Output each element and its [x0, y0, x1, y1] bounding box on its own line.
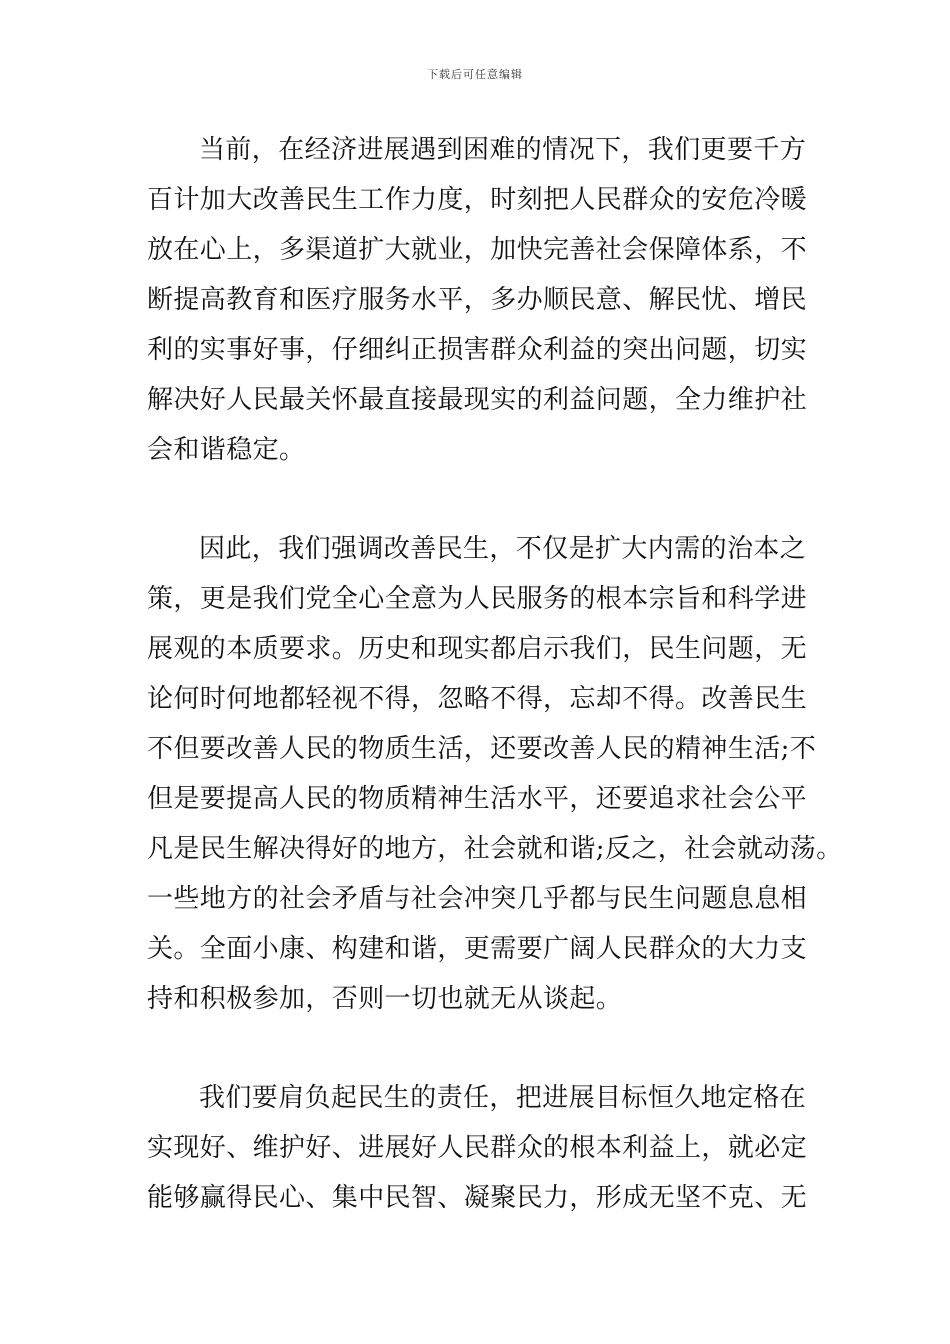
text-line: 利的实事好事，仔细纠正损害群众利益的突出问题，切实	[147, 335, 808, 365]
text-line: 当前，在经济进展遇到困难的情况下，我们更要千方	[199, 135, 807, 165]
text-line: 放在心上，多渠道扩大就业，加快完善社会保障体系，不	[147, 235, 808, 265]
text-line: 但是要提高人民的物质精神生活水平，还要追求社会公平	[147, 784, 808, 814]
page-header: 下载后可任意编辑	[427, 68, 523, 81]
text-line: 策，更是我们党全心全意为人民服务的根本宗旨和科学进	[147, 584, 808, 614]
paragraph-3	[147, 1073, 812, 1223]
text-line: 因此，我们强调改善民生，不仅是扩大内需的治本之	[199, 534, 807, 564]
text-line: 展观的本质要求。历史和现实都启示我们，民生问题，无	[147, 634, 808, 664]
text-line: 断提高教育和医疗服务水平，多办顺民意、解民忧、增民	[147, 285, 808, 315]
text-line: 我们要肩负起民生的责任，把进展目标恒久地定格在	[199, 1083, 807, 1113]
text-line: 会和谐稳定。	[147, 435, 306, 465]
text-line: 能够赢得民心、集中民智、凝聚民力，形成无坚不克、无	[147, 1183, 808, 1213]
text-line: 百计加大改善民生工作力度，时刻把人民群众的安危冷暖	[147, 185, 808, 215]
text-line: 一些地方的社会矛盾与社会冲突几乎都与民生问题息息相	[147, 884, 808, 914]
paragraph-2	[147, 524, 843, 1024]
text-line: 持和积极参加，否则一切也就无从谈起。	[147, 984, 623, 1014]
paragraph-1	[147, 125, 812, 475]
text-line: 解决好人民最关怀最直接最现实的利益问题，全力维护社	[147, 385, 808, 415]
text-line: 关。全面小康、构建和谐，更需要广阔人民群众的大力支	[147, 934, 808, 964]
text-line: 不但要改善人民的物质生活，还要改善人民的精神生活;不	[147, 734, 817, 764]
text-line: 论何时何地都轻视不得，忽略不得，忘却不得。改善民生	[147, 684, 808, 714]
text-line: 实现好、维护好、进展好人民群众的根本利益上，就必定	[147, 1133, 808, 1163]
text-line: 凡是民生解决得好的地方，社会就和谐;反之，社会就动荡。	[147, 834, 843, 864]
